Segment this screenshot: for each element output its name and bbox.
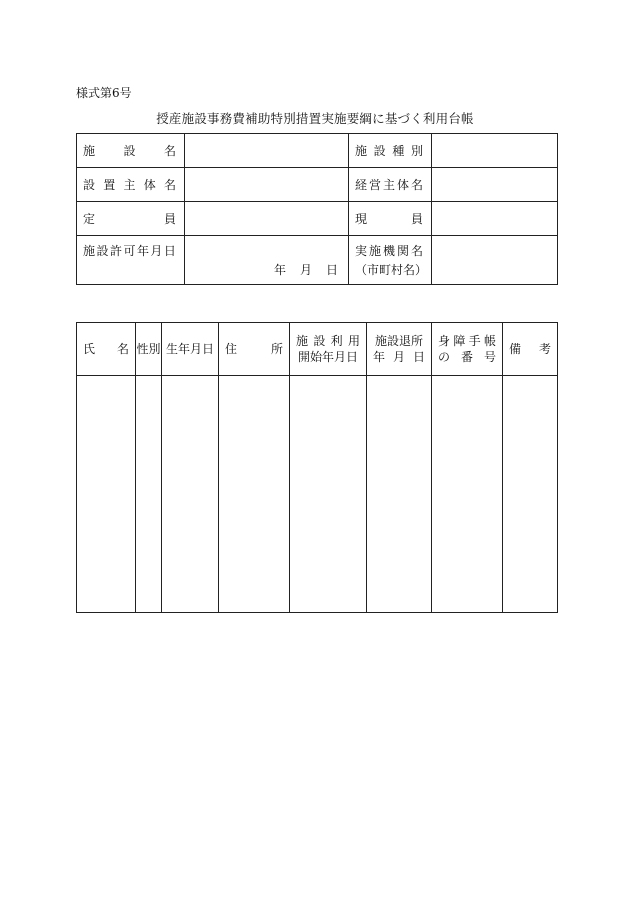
label-char: 関 — [396, 244, 409, 258]
document-title: 授産施設事務費補助特別措置実施要綱に基づく利用台帳 — [156, 111, 474, 126]
facility-type-field[interactable] — [432, 134, 558, 168]
label-char: 主 — [123, 178, 136, 192]
label-char: 号 — [483, 350, 496, 364]
label-char: 利 — [330, 333, 343, 348]
label-char: 定 — [83, 212, 96, 226]
label-char: 名 — [410, 244, 423, 258]
label-char: 現 — [355, 212, 368, 226]
header-birth-date: 生年月日 — [162, 323, 219, 376]
agency-label — [349, 236, 432, 285]
label-char: 体 — [396, 178, 409, 192]
label-char: 障 — [453, 333, 466, 348]
label-char: 名 — [163, 178, 176, 192]
founder-label — [77, 168, 185, 202]
header-remarks — [503, 323, 558, 376]
cell-leave-date[interactable] — [367, 376, 432, 613]
table-header-row — [77, 323, 558, 376]
operator-field[interactable] — [432, 168, 558, 202]
agency-field[interactable] — [432, 236, 558, 285]
facility-info-table — [76, 133, 558, 285]
label-char: 設 — [313, 333, 326, 348]
operator-label — [349, 168, 432, 202]
label-char: 設 — [373, 144, 386, 158]
table-row — [77, 168, 558, 202]
current-count-field[interactable] — [432, 202, 558, 236]
label-char: 主 — [382, 178, 395, 192]
table-row — [77, 376, 558, 613]
facility-name-label — [77, 134, 185, 168]
cell-address[interactable] — [219, 376, 290, 613]
label-char: 身 — [438, 333, 451, 348]
label-char: 所 — [270, 341, 283, 356]
header-leave-date: 施設退所 年 月 日 — [367, 323, 432, 376]
label-char: 体 — [143, 178, 156, 192]
label-char: 施 — [368, 244, 381, 258]
header-sex: 性別 — [136, 323, 162, 376]
date-units — [185, 261, 348, 278]
label-char: 帳 — [483, 333, 496, 348]
label-char: 別 — [410, 144, 423, 158]
label-char: 日 — [163, 244, 176, 258]
header-start-date: 施 設 利 用 開始年月日 — [290, 323, 367, 376]
header-handbook-number — [432, 323, 503, 376]
cell-handbook-number[interactable] — [432, 376, 503, 613]
cell-sex[interactable] — [136, 376, 162, 613]
cell-name[interactable] — [77, 376, 136, 613]
label-char: 名 — [116, 341, 129, 356]
label-char: の — [438, 350, 451, 364]
permit-date-label — [77, 236, 185, 285]
cell-remarks[interactable] — [503, 376, 558, 613]
label-char: 許 — [109, 244, 122, 258]
table-row — [77, 236, 558, 285]
label-char: 施 — [83, 144, 96, 158]
label-char: 備 — [509, 341, 522, 356]
label-char: 名 — [410, 178, 423, 192]
capacity-field[interactable] — [185, 202, 349, 236]
label-char: 名 — [163, 144, 176, 158]
label-char: 員 — [410, 212, 423, 226]
label-char: 設 — [123, 144, 136, 158]
label-char: 年 — [373, 350, 386, 364]
label-char: 可 — [123, 244, 136, 258]
date-unit: 月 — [299, 263, 312, 277]
cell-birth-date[interactable] — [162, 376, 219, 613]
roster-table — [76, 322, 558, 613]
capacity-label — [77, 202, 185, 236]
label-char: 種 — [392, 144, 405, 158]
label-char: 置 — [103, 178, 116, 192]
founder-field[interactable] — [185, 168, 349, 202]
label-char: 番 — [460, 350, 473, 364]
table-row — [77, 134, 558, 168]
label-char: 用 — [347, 333, 360, 348]
label-char: 設 — [96, 244, 109, 258]
date-unit: 日 — [325, 263, 338, 277]
label-char: 機 — [382, 244, 395, 258]
table-row — [77, 202, 558, 236]
label-char: 経 — [355, 178, 368, 192]
agency-sub-label: （市町村名） — [355, 263, 428, 277]
header-name — [77, 323, 136, 376]
label-char: 員 — [163, 212, 176, 226]
label-char: 住 — [225, 341, 238, 356]
label-char: 年 — [136, 244, 149, 258]
label-char: 施 — [355, 144, 368, 158]
current-count-label — [349, 202, 432, 236]
label-char: 設 — [83, 178, 96, 192]
label-char: 月 — [392, 350, 405, 364]
header-address — [219, 323, 290, 376]
label-char: 施 — [296, 333, 309, 348]
label-char: 施 — [83, 244, 96, 258]
date-unit: 年 — [273, 263, 286, 277]
label-char: 氏 — [83, 341, 96, 356]
label-char: 実 — [355, 244, 368, 258]
cell-start-date[interactable] — [290, 376, 367, 613]
facility-name-field[interactable] — [185, 134, 349, 168]
permit-date-field[interactable] — [185, 236, 349, 285]
facility-type-label — [349, 134, 432, 168]
label-char: 月 — [150, 244, 163, 258]
form-number: 様式第6号 — [76, 86, 132, 100]
label-char: 営 — [368, 178, 381, 192]
label-char: 日 — [412, 350, 425, 364]
label-char: 考 — [538, 341, 551, 356]
label-char: 手 — [468, 333, 481, 348]
